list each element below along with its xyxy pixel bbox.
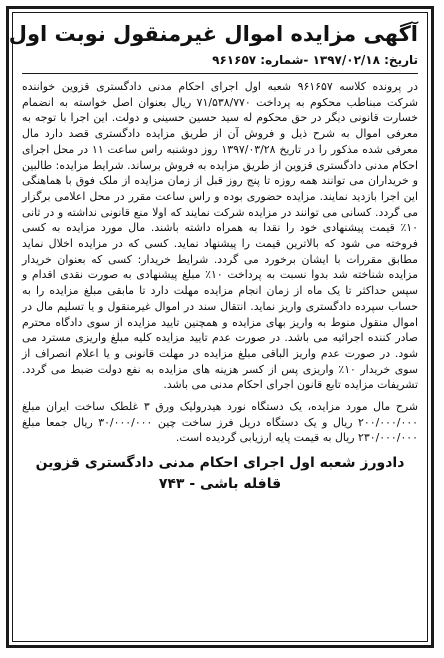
notice-body: [22, 79, 418, 393]
signature-code: قافله باشی - ۷۴۳: [158, 476, 282, 493]
notice-title: آگهی مزایده اموال غیرمنقول نوبت اول: [8, 22, 418, 46]
notice-date-number: تاریخ: ۱۳۹۷/۰۲/۱۸ -شماره: ۹۶۱۶۵۷: [22, 51, 418, 74]
notice-frame: [6, 6, 434, 648]
property-description: شرح مال مورد مزایده، یک دستگاه نورد هیدرولیک ورق ۳ غلطک ساخت ایران مبلغ ۲۰۰/۰۰۰/۰۰۰ ریال و یک دستگاه دریل فرز ساخت چین ۳۰/۰۰۰/۰۰۰ ریال جمعا مبلغ ۲۳۰/۰۰۰/۰۰۰ ریال به قیمت پایه ارزیابی گردیده است.: [22, 400, 419, 445]
signature-org: دادورز شعبه اول اجرای احکام مدنی دادگستری قزوین: [35, 455, 405, 472]
notice-content: [8, 12, 428, 642]
signature-block: [22, 452, 418, 494]
notice-body-text: در پرونده کلاسه ۹۶۱۶۵۷ شعبه اول اجرای احکام مدنی دادگستری قزوین خواننده شرکت مبناطب محکوم به پرداخت ۷۱/۵۳۸/۷۷۰ ریال بعنوان اصل خواسته به انضمام خسارت قانونی دیگر در حق محکوم له سید حسین حسینی و دولت. این اجرا با توجه به معرفی اموال به شرح ذیل و فروش آن از طریق مزایده دادگستری قصد دارد مال معرفی شده مذکور را در تاریخ ۱۳۹۷/۰۳/۲۸ روز دوشنبه راس ساعت ۱۱ در محل اجرای احکام مدنی دادگستری قزوین از طریق مزایده به فروش برساند. شرایط مزایده: طالبین و خریداران می توانند همه روزه تا پنج روز قبل از زمان مزایده از ملک فوق با هماهنگی این اجرا بازدید نمایند. مزایده حضوری بوده و راس ساعت مقرر در محل اعلامی برگزار می گردد. کسانی می توانند در مزایده شرکت نمایند که اولا منع قانونی نداشته و در ثانی ۱۰٪ قیمت پیشنهادی خود را نقدا به همراه داشته باشند. مال مورد مزایده به کسی فروخته می شود که بالاترین قیمت را پیشنهاد نماید. کسی که در مزایده اخلال نماید مطابق مقررات با ایشان برخورد می گردد. شرایط خریدار: کسی که بعنوان خریدار مزایده شناخته شد بدوا نسبت به پرداخت ۱۰٪ مبلغ پیشنهادی به صورت نقدی اقدام و سپس حداکثر تا یک ماه از زمان انجام مزایده مهلت دارد تا مابقی مبلغ مزایده را به حساب سپرده دادگستری واریز نماید. انتقال سند در اموال غیرمنقول و یا تسلیم مال در اموال منقول منوط به واریز بهای مزایده و همچنین تایید مزایده از سوی دادگاه محترم صادر کننده اجرائیه می باشد. در صورت عدم تایید مزایده کلیه مبلغ واریزی مسترد می شود. در صورت عدم واریز الباقی مبلغ مزایده در مهلت قانونی و یا اعلام انصراف از سوی خریدار ۱۰٪ واریزی پس از کسر هزینه های مزایده به نفع دولت ضبط می گردد. تشریفات مزایده تابع قانون اجرای احکام مدنی می باشد.: [22, 80, 418, 392]
